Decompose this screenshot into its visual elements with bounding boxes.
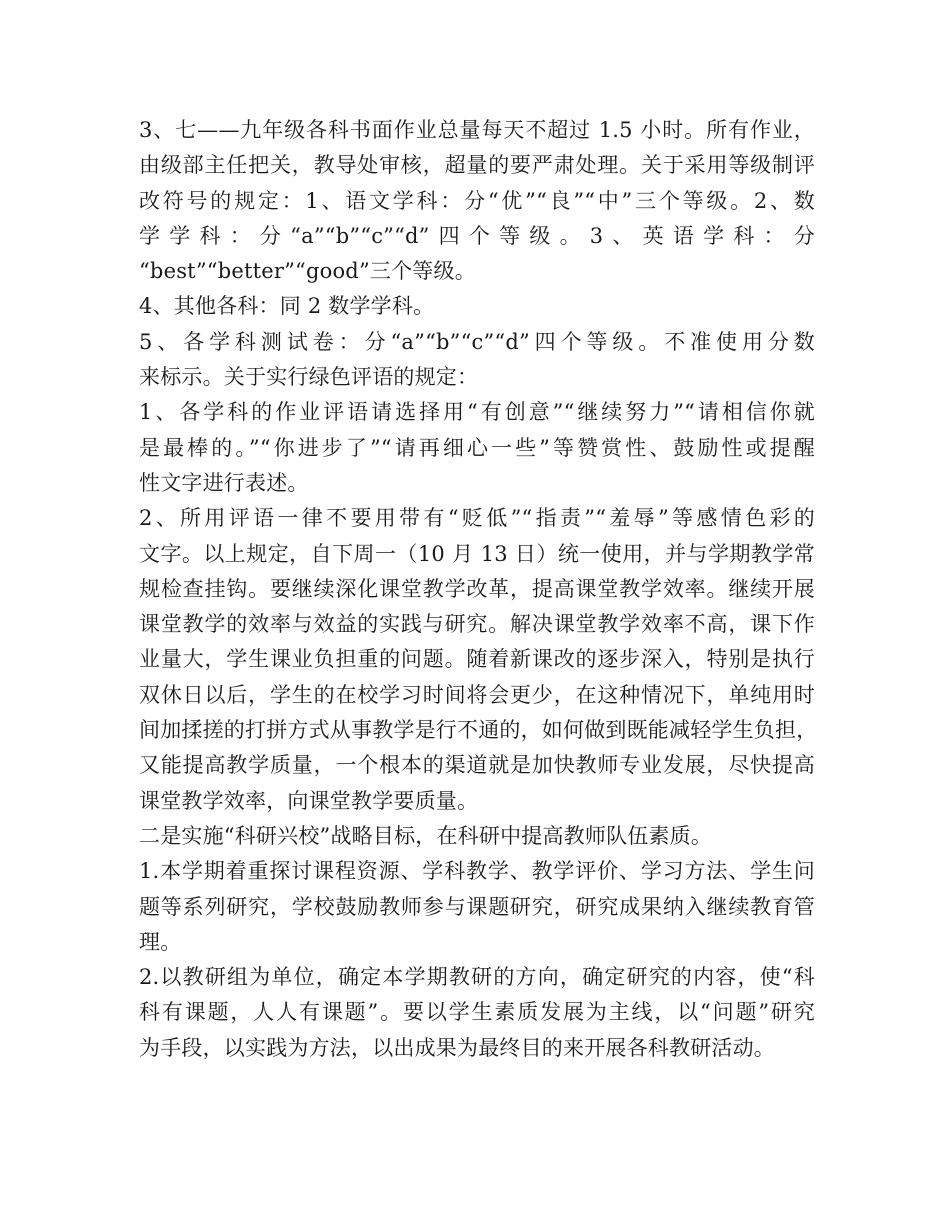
text-line: 5、各学科测试卷：分“a”“b”“c”“d”四个等级。不准使用分数 xyxy=(139,329,815,354)
text-line: 3、七——九年级各科书面作业总量每天不超过 1.5 小时。所有作业， xyxy=(139,118,815,142)
text-line: 2、所用评语一律不要用带有“贬低”“指责”“羞辱”等感情色彩的 xyxy=(139,506,815,531)
text-line: 业量大，学生课业负担重的问题。随着新课改的逐步深入，特别是执行 xyxy=(139,647,815,672)
text-line: 改符号的规定：1、语文学科：分“优”“良”“中”三个等级。2、数 xyxy=(139,188,815,213)
text-line: 双休日以后，学生的在校学习时间将会更少，在这种情况下，单纯用时 xyxy=(139,682,815,707)
text-line: 又能提高教学质量，一个根本的渠道就是加快教师专业发展，尽快提高 xyxy=(139,753,815,778)
text-line: 1.本学期着重探讨课程资源、学科教学、教学评价、学习方法、学生问 xyxy=(139,859,815,884)
document-body xyxy=(139,113,818,1066)
text-line: 4、其他各科：同 2 数学学科。 xyxy=(139,294,435,319)
text-line: 性文字进行表述。 xyxy=(139,470,309,495)
text-line: 课堂教学的效率与效益的实践与研究。解决课堂教学效率不高，课下作 xyxy=(139,612,815,637)
text-line: 二是实施“科研兴校”战略目标，在科研中提高教师队伍素质。 xyxy=(139,823,713,848)
text-line: 规检查挂钩。要继续深化课堂教学改革，提高课堂教学效率。继续开展 xyxy=(139,576,815,601)
text-line: 由级部主任把关，教导处审核，超量的要严肃处理。关于采用等级制评 xyxy=(139,153,815,178)
text-line: 来标示。关于实行绿色评语的规定： xyxy=(139,365,479,390)
text-line: 间加揉搓的打拼方式从事教学是行不通的，如何做到既能减轻学生负担， xyxy=(139,718,818,743)
text-line: 为手段，以实践为方法，以出成果为最终目的来开展各科教研活动。 xyxy=(139,1035,775,1060)
text-line: 2.以教研组为单位，确定本学期教研的方向，确定研究的内容，使“科 xyxy=(139,965,815,990)
text-line: 文字。以上规定，自下周一（10 月 13 日）统一使用，并与学期教学常 xyxy=(139,541,815,566)
text-line: 是最棒的。”“你进步了”“请再细心一些”等赞赏性、鼓励性或提醒 xyxy=(139,435,815,460)
text-line: 科有课题，人人有课题”。要以学生素质发展为主线，以“问题”研究 xyxy=(139,1000,815,1025)
text-line: 课堂教学效率，向课堂教学要质量。 xyxy=(139,788,479,813)
text-line: 理。 xyxy=(139,929,182,954)
text-line: 学学科：分“a”“b”“c”“d”四个等级。3、英语学科：分 xyxy=(139,223,815,248)
text-line: “best”“better”“good”三个等级。 xyxy=(139,259,476,284)
text-line: 1、各学科的作业评语请选择用“有创意”“继续努力”“请相信你就 xyxy=(139,400,815,425)
text-line: 题等系列研究，学校鼓励教师参与课题研究，研究成果纳入继续教育管 xyxy=(139,894,815,919)
